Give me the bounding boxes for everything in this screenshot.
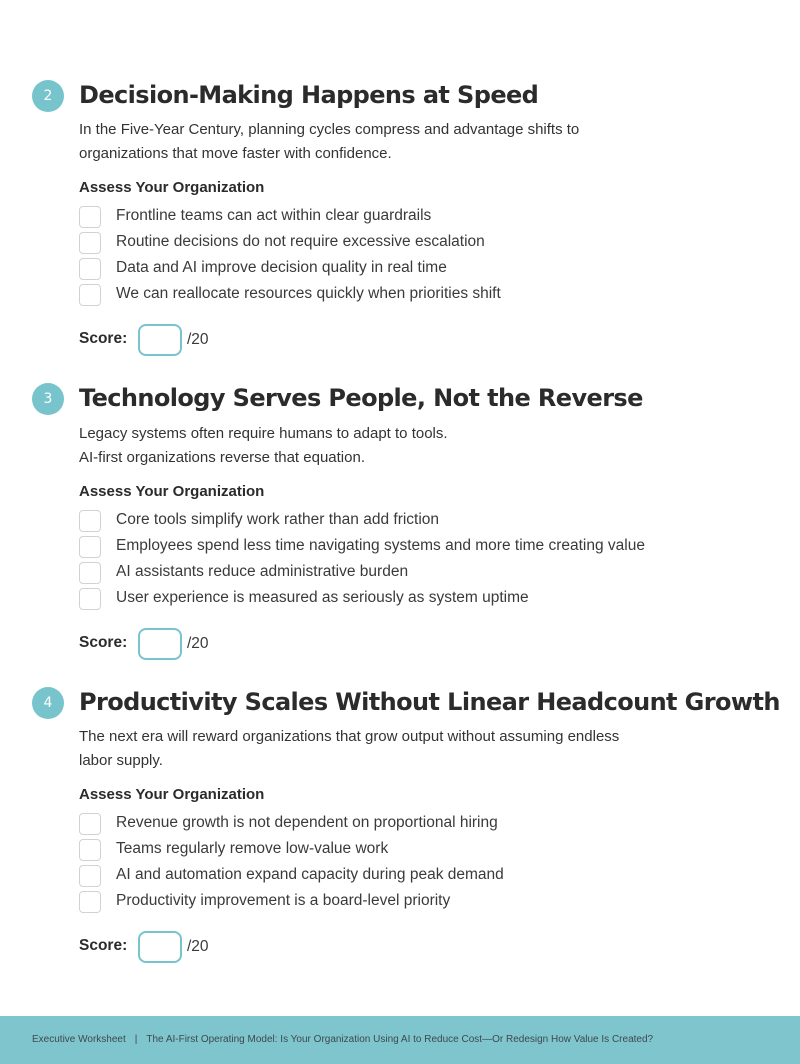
assess-heading: Assess Your Organization xyxy=(79,179,265,196)
checkbox[interactable] xyxy=(79,206,101,228)
checklist-item-label: Core tools simplify work rather than add friction xyxy=(116,511,440,528)
section-number-badge: 4 xyxy=(32,687,64,719)
checkbox[interactable] xyxy=(79,258,101,280)
checkbox[interactable] xyxy=(79,891,101,913)
footer-doc-title: The AI-First Operating Model: Is Your Organization Using AI to Reduce Cost—Or Redesign How Value Is Created? xyxy=(146,1034,654,1045)
checkbox[interactable] xyxy=(79,510,101,532)
checklist-item-label: Routine decisions do not require excessive escalation xyxy=(116,233,485,250)
checklist-item-label: Frontline teams can act within clear guardrails xyxy=(116,207,432,224)
score-input[interactable] xyxy=(138,628,182,660)
checkbox[interactable] xyxy=(79,232,101,254)
score-label: Score: xyxy=(79,634,128,651)
section-title: Technology Serves People, Not the Reverse xyxy=(79,384,643,412)
score-input[interactable] xyxy=(138,931,182,963)
checklist-item-label: Data and AI improve decision quality in real time xyxy=(116,259,447,276)
description-line: In the Five-Year Century, planning cycles compress and advantage shifts to xyxy=(79,121,580,138)
checklist-item-label: User experience is measured as seriously as system uptime xyxy=(116,589,529,606)
description-line: AI-first organizations reverse that equation. xyxy=(79,449,365,466)
checkbox[interactable] xyxy=(79,536,101,558)
checkbox[interactable] xyxy=(79,562,101,584)
description-line: labor supply. xyxy=(79,752,163,769)
section-description xyxy=(79,118,699,166)
section-number-badge: 2 xyxy=(32,80,64,112)
checklist-item-label: Revenue growth is not dependent on proportional hiring xyxy=(116,814,498,831)
checklist-item-label: Productivity improvement is a board-level priority xyxy=(116,892,451,909)
checkbox[interactable] xyxy=(79,588,101,610)
assess-heading: Assess Your Organization xyxy=(79,786,265,803)
checkbox[interactable] xyxy=(79,865,101,887)
description-line: Legacy systems often require humans to adapt to tools. xyxy=(79,425,448,442)
checklist-item-label: AI and automation expand capacity during peak demand xyxy=(116,866,504,883)
checkbox[interactable] xyxy=(79,284,101,306)
section-description xyxy=(79,422,699,470)
checkbox[interactable] xyxy=(79,839,101,861)
score-input[interactable] xyxy=(138,324,182,356)
checklist-item-label: Employees spend less time navigating systems and more time creating value xyxy=(116,537,645,554)
section-description xyxy=(79,725,699,773)
assess-heading: Assess Your Organization xyxy=(79,483,265,500)
description-line: organizations that move faster with confidence. xyxy=(79,145,392,162)
description-line: The next era will reward organizations that grow output without assuming endless xyxy=(79,728,620,745)
section-number-badge: 3 xyxy=(32,383,64,415)
footer-doc-type: Executive Worksheet xyxy=(32,1034,126,1045)
score-label: Score: xyxy=(79,330,128,347)
score-total: /20 xyxy=(187,635,209,652)
score-total: /20 xyxy=(187,331,209,348)
score-total: /20 xyxy=(187,938,209,955)
checkbox[interactable] xyxy=(79,813,101,835)
footer-separator: | xyxy=(134,1034,138,1045)
checklist-item-label: Teams regularly remove low-value work xyxy=(116,840,389,857)
score-label: Score: xyxy=(79,937,128,954)
section-title: Productivity Scales Without Linear Headcount Growth xyxy=(79,688,780,716)
page-footer xyxy=(0,1016,800,1064)
section-title: Decision-Making Happens at Speed xyxy=(79,81,539,109)
checklist-item-label: AI assistants reduce administrative burden xyxy=(116,563,409,580)
checklist-item-label: We can reallocate resources quickly when priorities shift xyxy=(116,285,501,302)
